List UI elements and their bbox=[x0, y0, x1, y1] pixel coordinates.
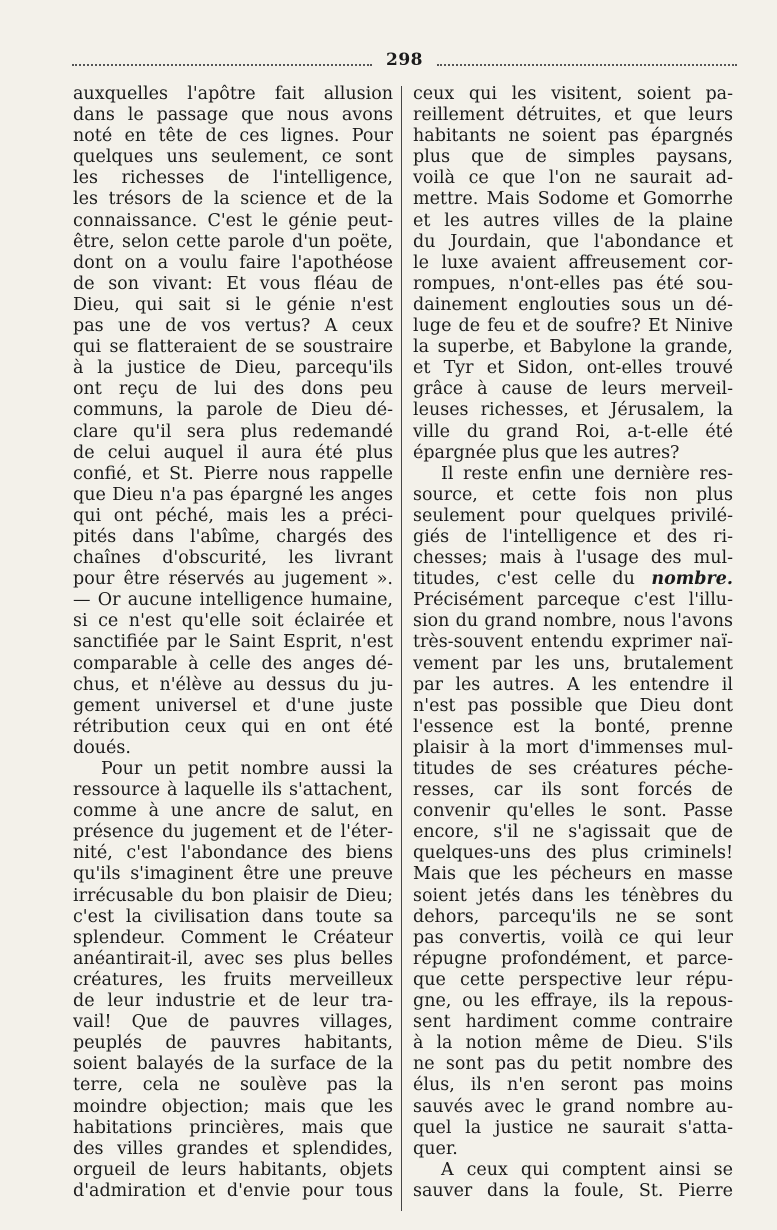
text-line: le luxe avaient affreusement cor- bbox=[413, 252, 733, 273]
text-line: seulement pour quelques privilé- bbox=[413, 505, 733, 526]
text-line: chus, et n'élève au dessus du ju- bbox=[73, 674, 393, 695]
text-line: si ce n'est qu'elle soit éclairée et bbox=[73, 611, 393, 632]
text-line: quelques-uns des plus criminels! bbox=[413, 843, 733, 864]
paragraph-start-line: Pour un petit nombre aussi la bbox=[101, 759, 393, 779]
text-line: nité, c'est l'abondance des biens bbox=[73, 843, 393, 864]
text-line: Mais que les pécheurs en masse bbox=[413, 864, 733, 885]
text-line: du Jourdain, que l'abondance et bbox=[413, 231, 733, 252]
text-line: comparable à celle des anges dé- bbox=[73, 653, 393, 674]
text-line: sanctifiée par le Saint Esprit, n'est bbox=[73, 632, 393, 653]
text-line: n'est pas possible que Dieu dont bbox=[413, 695, 733, 716]
text-line: c'est la civilisation dans toute sa bbox=[73, 906, 393, 927]
text-line: convenir qu'elles le sont. Passe bbox=[413, 801, 733, 822]
text-line: dans le passage que nous avons bbox=[73, 105, 393, 126]
text-line: dehors, parcequ'ils ne se sont bbox=[413, 906, 733, 927]
text-line: splendeur. Comment le Créateur bbox=[73, 927, 393, 948]
text-line: soient balayés de la surface de la bbox=[73, 1054, 393, 1075]
text-line: ressource à laquelle ils s'attachent, bbox=[73, 780, 393, 801]
text-line: confié, et St. Pierre nous rappelle bbox=[73, 463, 393, 484]
page-header bbox=[72, 50, 737, 74]
text-line: resses, car ils sont forcés de bbox=[413, 780, 733, 801]
text-line: titudes de ses créatures péche- bbox=[413, 759, 733, 779]
text-line: d'admiration et d'envie pour tous bbox=[73, 1180, 393, 1201]
text-column-left bbox=[73, 84, 393, 1202]
text-line: ne sont pas du petit nombre des bbox=[413, 1054, 733, 1075]
text-line: encore, s'il ne s'agissait que de bbox=[413, 822, 733, 843]
text-line: sauver dans la foule, St. Pierre bbox=[413, 1180, 733, 1201]
text-line: ont reçu de lui des dons peu bbox=[73, 379, 393, 400]
text-line: rompues, n'ont-elles pas été sou- bbox=[413, 273, 733, 294]
text-line: répugne profondément, et parce- bbox=[413, 948, 733, 969]
text-line: habitants ne soient pas épargnés bbox=[413, 126, 733, 147]
text-line: sent hardiment comme contraire bbox=[413, 1012, 733, 1033]
text-line: de leur industrie et de leur tra- bbox=[73, 991, 393, 1012]
text-line: Précisément parceque c'est l'illu- bbox=[413, 590, 733, 611]
paragraph-start-line: A ceux qui comptent ainsi se bbox=[441, 1159, 733, 1180]
text-line: terre, cela ne soulève pas la bbox=[73, 1075, 393, 1096]
text-line: soient jetés dans les ténèbres du bbox=[413, 885, 733, 906]
text-column-right bbox=[413, 84, 733, 1202]
text-line: la superbe, et Babylone la grande, bbox=[413, 337, 733, 358]
text-line: sauvés avec le grand nombre au- bbox=[413, 1096, 733, 1117]
text-line: orgueil de leurs habitants, objets bbox=[73, 1159, 393, 1180]
text-line: quelques uns seulement, ce sont bbox=[73, 147, 393, 168]
paragraph-end-line: épargnée plus que les autres? bbox=[413, 442, 680, 463]
text-line: moindre objection; mais que les bbox=[73, 1096, 393, 1117]
text-line: et les autres villes de la plaine bbox=[413, 210, 733, 231]
text-line: sion du grand nombre, nous l'avons bbox=[413, 611, 733, 632]
paragraph-end-line: quer. bbox=[413, 1138, 458, 1159]
text-line: source, et cette fois non plus bbox=[413, 484, 733, 505]
text-line: chaînes d'obscurité, les livrant bbox=[73, 548, 393, 569]
text-line: les trésors de la science et de la bbox=[73, 189, 393, 210]
text-line: — Or aucune intelligence humaine, bbox=[73, 590, 393, 611]
text-line: chesses; mais à l'usage des mul- bbox=[413, 548, 733, 569]
text-line-with-emphasis bbox=[413, 569, 733, 590]
text-line: que Dieu n'a pas épargné les anges bbox=[73, 484, 393, 505]
text-line: l'essence est la bonté, prenne bbox=[413, 716, 733, 737]
page-number: 298 bbox=[386, 50, 423, 70]
text-line: rétribution ceux qui en ont été bbox=[73, 716, 393, 737]
text-line: pas une de vos vertus? A ceux bbox=[73, 316, 393, 337]
text-line: qui se flatteraient de se soustraire bbox=[73, 337, 393, 358]
text-line: des villes grandes et splendides, bbox=[73, 1138, 393, 1159]
text-line: Dieu, qui sait si le génie n'est bbox=[73, 294, 393, 315]
text-line: de son vivant: Et vous fléau de bbox=[73, 273, 393, 294]
text-line: anéantirait-il, avec ses plus belles bbox=[73, 948, 393, 969]
text-line: à la justice de Dieu, parcequ'ils bbox=[73, 358, 393, 379]
text-line: connaissance. C'est le génie peut- bbox=[73, 210, 393, 231]
text-line: peuplés de pauvres habitants, bbox=[73, 1033, 393, 1054]
text-line: habitations princières, mais que bbox=[73, 1117, 393, 1138]
text-line: comme à une ancre de salut, en bbox=[73, 801, 393, 822]
text-line: giés de l'intelligence et des ri- bbox=[413, 526, 733, 547]
text-line: dont on a voulu faire l'apothéose bbox=[73, 252, 393, 273]
paragraph-end-line: doués. bbox=[73, 737, 131, 758]
emphasized-word: nombre. bbox=[651, 569, 733, 590]
text-line: noté en tête de ces lignes. Pour bbox=[73, 126, 393, 147]
paragraph-start-line: Il reste enfin une dernière res- bbox=[441, 463, 733, 484]
text-line: très-souvent entendu exprimer naï- bbox=[413, 632, 733, 653]
text-line: vement par les uns, brutalement bbox=[413, 653, 733, 674]
text-segment: titudes, c'est celle du bbox=[413, 569, 652, 590]
header-rule-right bbox=[437, 64, 737, 66]
text-line: pour être réservés au jugement ». bbox=[73, 569, 393, 590]
text-line: élus, ils n'en seront pas moins bbox=[413, 1075, 733, 1096]
text-line: les richesses de l'intelligence, bbox=[73, 168, 393, 189]
text-line: de celui auquel il aura été plus bbox=[73, 442, 393, 463]
text-line: grâce à cause de leurs merveil- bbox=[413, 379, 733, 400]
text-line: ceux qui les visitent, soient pa- bbox=[413, 84, 733, 104]
text-line: ville du grand Roi, a-t-elle été bbox=[413, 421, 733, 442]
text-line: à la notion même de Dieu. S'ils bbox=[413, 1033, 733, 1054]
text-line: que cette perspective leur répu- bbox=[413, 969, 733, 990]
text-line: gement universel et d'une juste bbox=[73, 695, 393, 716]
text-line: gne, ou les effraye, ils la repous- bbox=[413, 991, 733, 1012]
text-line: dainement englouties sous un dé- bbox=[413, 294, 733, 315]
text-line: voilà ce que l'on ne saurait ad- bbox=[413, 168, 733, 189]
text-line: par les autres. A les entendre il bbox=[413, 674, 733, 695]
text-line: être, selon cette parole d'un poëte, bbox=[73, 231, 393, 252]
text-line: créatures, les fruits merveilleux bbox=[73, 969, 393, 990]
text-line: luge de feu et de soufre? Et Ninive bbox=[413, 316, 733, 337]
text-line: pas convertis, voilà ce qui leur bbox=[413, 927, 733, 948]
text-line: et Tyr et Sidon, ont-elles trouvé bbox=[413, 358, 733, 379]
text-line: plaisir à la mort d'immenses mul- bbox=[413, 737, 733, 758]
text-line: vail! Que de pauvres villages, bbox=[73, 1012, 393, 1033]
text-line: pités dans l'abîme, chargés des bbox=[73, 526, 393, 547]
text-line: quel la justice ne saurait s'atta- bbox=[413, 1117, 733, 1138]
text-line: mettre. Mais Sodome et Gomorrhe bbox=[413, 189, 733, 210]
text-line: irrécusable du bon plaisir de Dieu; bbox=[73, 885, 393, 906]
text-line: présence du jugement et de l'éter- bbox=[73, 822, 393, 843]
text-line: clare qu'il sera plus redemandé bbox=[73, 421, 393, 442]
text-line: reillement détruites, et que leurs bbox=[413, 105, 733, 126]
text-line: communs, la parole de Dieu dé- bbox=[73, 400, 393, 421]
text-line: plus que de simples paysans, bbox=[413, 147, 733, 168]
text-line: qu'ils s'imaginent être une preuve bbox=[73, 864, 393, 885]
text-line: leuses richesses, et Jérusalem, la bbox=[413, 400, 733, 421]
text-line: auxquelles l'apôtre fait allusion bbox=[73, 84, 393, 104]
text-line: qui ont péché, mais les a préci- bbox=[73, 505, 393, 526]
column-divider bbox=[401, 86, 402, 1211]
